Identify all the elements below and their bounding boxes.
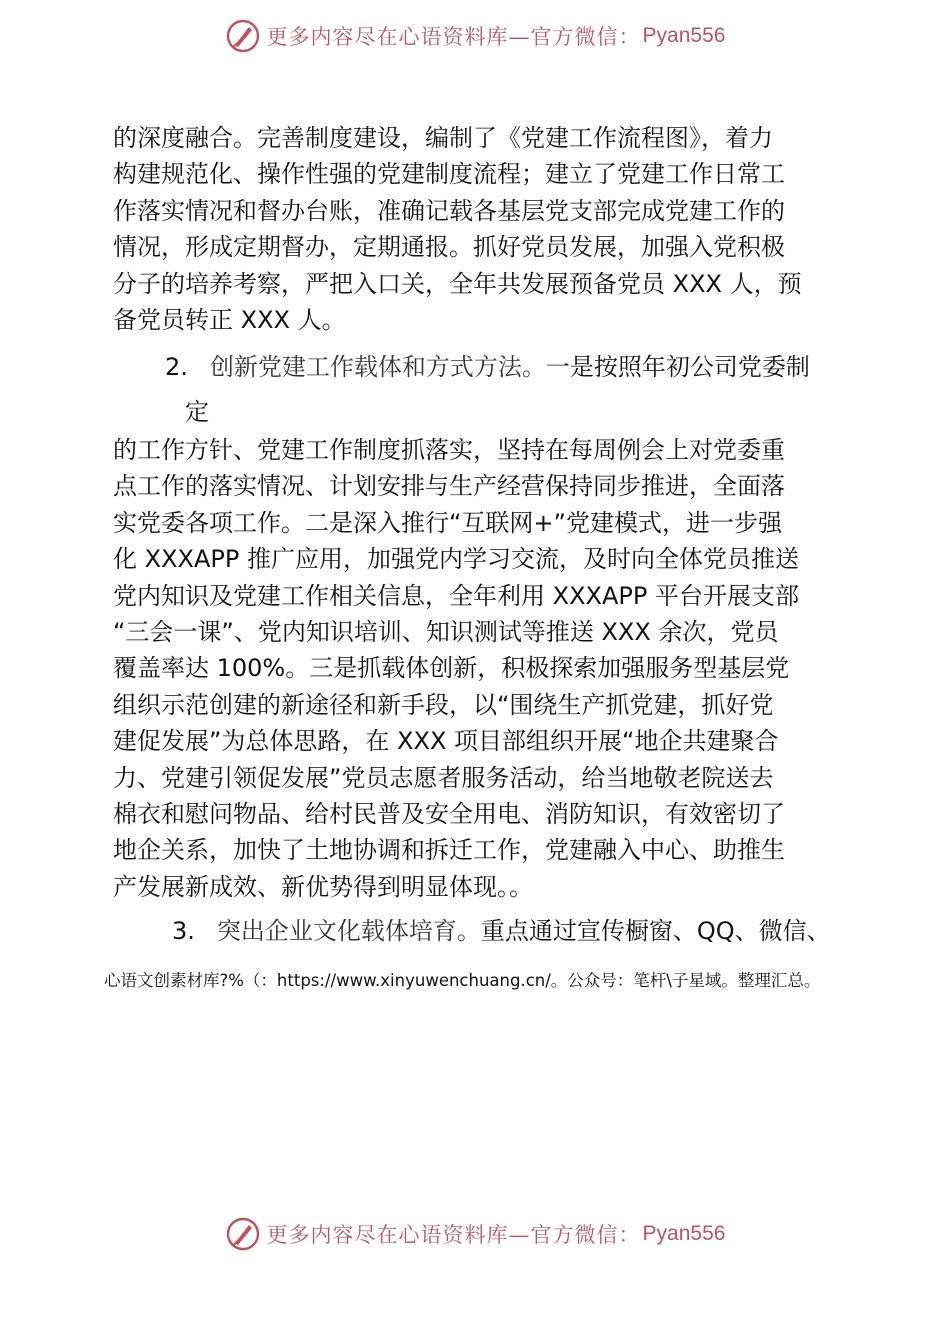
section-title: 突出企业文化载体培育。 [216, 917, 481, 945]
source-note: 心语文创素材库?%（：https://www.xinyuwenchuang.cn/。公众号：笔杆\子星域。整理汇总。 [104, 971, 821, 990]
text-line: 分子的培养考察，严把入口关，全年共发展预备党员 XXX 人，预 [113, 269, 802, 298]
text-line: 力、党建引领促发展”党员志愿者服务活动，给当地敬老院送去 [113, 763, 774, 792]
footer-wechat-id: Pyan556 [642, 1222, 726, 1245]
section-title: 创新党建工作载体和方式方法。 [209, 353, 546, 381]
text-line: 地企关系，加快了土地协调和拆迁工作，党建融入中心、助推生 [113, 836, 785, 865]
quill-pen-logo-icon [225, 1216, 261, 1252]
section-number: 2. [165, 353, 188, 381]
section-lead: 重点通过宣传橱窗、QQ、微信、 [480, 917, 831, 945]
text-line: 覆盖率达 100%。三是抓载体创新，积极探索加强服务型基层党 [113, 654, 790, 683]
header-watermark-text: 更多内容尽在心语资料库—官方微信： [266, 25, 641, 49]
text-line: “三会一课”、党内知识培训、知识测试等推送 XXX 余次，党员 [113, 618, 779, 647]
text-line: 棉衣和慰问物品、给村民普及安全用电、消防知识，有效密切了 [113, 800, 785, 829]
section-number: 3. [172, 917, 195, 945]
footer-watermark [0, 1214, 950, 1254]
text-line: 点工作的落实情况、计划安排与生产经营保持同步推进，全面落 [113, 472, 785, 501]
section-2-heading [165, 349, 810, 385]
paragraph-1 [113, 120, 853, 338]
text-line: 党内知识及党建工作相关信息，全年利用 XXXAPP 平台开展支部 [113, 581, 799, 610]
text-line: 的工作方针、党建工作制度抓落实，坚持在每周例会上对党委重 [113, 436, 785, 464]
footer-watermark-text: 更多内容尽在心语资料库—官方微信： [266, 1223, 641, 1247]
text-line: 建促发展”为总体思路，在 XXX 项目部组织开展“地企共建聚合 [113, 727, 779, 756]
text-line: 构建规范化、操作性强的党建制度流程；建立了党建工作日常工 [113, 160, 785, 189]
text-line: 情况，形成定期督办，定期通报。抓好党员发展，加强入党积极 [113, 233, 785, 262]
section-lead: 一是按照年初公司党委制 [545, 353, 810, 381]
text-line: 作落实情况和督办台账，准确记载各基层党支部完成党建工作的 [113, 196, 785, 225]
text-line: 的深度融合。完善制度建设，编制了《党建工作流程图》，着力 [113, 124, 773, 152]
text-line: 化 XXXAPP 推广应用，加强党内学习交流，及时向全体党员推送 [113, 545, 799, 574]
header-wechat-id: Pyan556 [642, 24, 726, 47]
text-line: 实党委各项工作。二是深入推行“互联网+”党建模式，进一步强 [113, 508, 782, 537]
section-3-heading [172, 913, 831, 949]
text-line: 组织示范创建的新途径和新手段，以“围绕生产抓党建，抓好党 [113, 690, 774, 719]
text-line: 产发展新成效、新优势得到明显体现。。 [113, 872, 533, 901]
section-2-lead-continuation: 定 [185, 398, 209, 426]
header-watermark [0, 16, 950, 56]
quill-pen-logo-icon [225, 18, 261, 54]
text-line: 备党员转正 XXX 人。 [113, 306, 346, 335]
paragraph-2 [113, 432, 853, 905]
